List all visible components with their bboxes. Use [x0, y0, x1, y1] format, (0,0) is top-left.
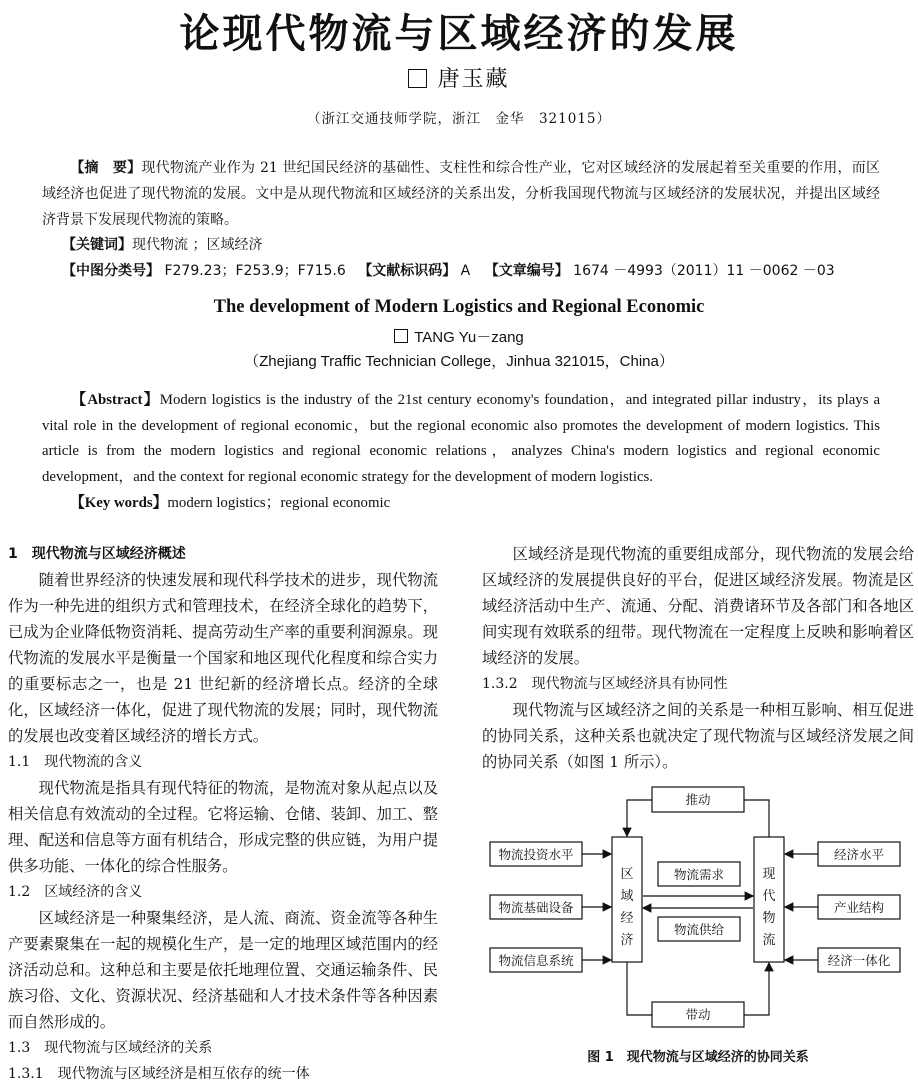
left-input-label-1: 物流投资水平 [498, 847, 574, 862]
left-input-label-3: 物流信息系统 [498, 953, 574, 968]
right-input-label-2: 产业结构 [833, 900, 885, 915]
affiliation: （浙江交通技师学院，浙江 金华 321015） [306, 111, 612, 127]
author-name: 唐玉藏 [437, 67, 510, 92]
section-1-2-paragraph: 区域经济是一种聚集经济，是人流、商流、资金流等各种生产要素聚集在一起的规模化生产，是一定的地理区域范围内的经济活动总和。这种总和主要是依托地理位置、交通运输条件、民族习俗、文化、资源状况、经济基础和人才技术条件等各种因素而自然形成的。 [8, 909, 438, 1031]
figure-caption: 图 1 现代物流与区域经济的协同关系 [587, 1050, 809, 1065]
author [0, 62, 918, 93]
vertical-char: 现 [762, 867, 776, 882]
clc-label: 【中图分类号】 [62, 263, 160, 279]
english-abstract [42, 388, 880, 490]
body-right-column [482, 541, 914, 775]
page-title: 论现代物流与区域经济的发展 [179, 10, 739, 57]
section-1-3-heading: 1.3 现代物流与区域经济的关系 [8, 1040, 213, 1056]
doc-code-label: 【文献标识码】 [358, 263, 457, 279]
english-title: The development of Modern Logistics and Regional Economic [213, 297, 705, 317]
article-number-value: 1674 －4993（2011）11 －0062 －03 [573, 263, 835, 279]
abstract-cn-label: 【摘 要】 [70, 160, 142, 176]
vertical-char: 域 [620, 889, 634, 904]
left-input-label-2: 物流基础设备 [498, 900, 574, 915]
logistics-demand-label: 物流需求 [673, 867, 725, 882]
article-number-label: 【文章编号】 [484, 263, 569, 279]
vertical-char: 区 [620, 867, 634, 882]
section-1-1-heading: 1.1 现代物流的含义 [8, 754, 143, 770]
section-1-2-heading: 1.2 区域经济的含义 [8, 884, 143, 900]
drive-label: 推动 [685, 792, 711, 807]
body-left-column [8, 541, 438, 1087]
box-icon [394, 329, 408, 343]
abstract-cn-text: 现代物流产业作为 21 世纪国民经济的基础性、支柱性和综合性产业，它对区域经济的发展起着至关重要的作用，而区域经济也促进了现代物流的发展。文中是从现代物流和区域经济的关系出发，分析我国现代物流与区域经济的发展状况，并提出区域经济背景下发展现代物流的策略。 [42, 160, 881, 228]
right-paragraph-1: 区域经济是现代物流的重要组成部分，现代物流的发展会给区域经济的发展提供良好的平台，促进区域经济发展。物流是区域经济活动中生产、流通、分配、消费诸环节及各部门和各地区间实现有效联系的纽带。现代物流在一定程度上反映和影响着区域经济的发展。 [482, 545, 914, 667]
right-paragraph-2: 现代物流与区域经济之间的关系是一种相互影响、相互促进的协同关系，这种关系也就决定了现代物流与区域经济发展之间的协同关系（如图 1 所示）。 [482, 701, 914, 771]
vertical-char: 物 [762, 911, 776, 926]
keywords-cn [62, 233, 882, 257]
vertical-char: 经 [620, 911, 634, 926]
vertical-char: 代 [762, 889, 776, 904]
doc-code-value: A [460, 263, 471, 279]
box-icon [408, 69, 427, 88]
english-keywords [70, 491, 880, 516]
english-keywords-text: modern logistics；regional economic [167, 495, 391, 511]
english-author-name: TANG Yu－zang [414, 329, 524, 346]
english-affiliation: （Zhejiang Traffic Technician College，Jinhua 321015，China） [244, 353, 674, 370]
clc-value: F279.23；F253.9；F715.6 [164, 263, 346, 279]
keywords-cn-label: 【关键词】 [62, 237, 132, 253]
right-input-label-1: 经济水平 [833, 847, 885, 862]
section-1-3-2-heading: 1.3.2 现代物流与区域经济具有协同性 [482, 676, 728, 692]
classification-line [62, 259, 882, 283]
lead-label: 带动 [685, 1007, 711, 1022]
right-input-label-3: 经济一体化 [827, 953, 891, 968]
keywords-cn-text: 现代物流 ；区域经济 [132, 237, 263, 253]
vertical-char: 济 [620, 933, 634, 948]
english-author [0, 326, 918, 347]
abstract-cn [42, 155, 880, 233]
section-1-1-paragraph: 现代物流是指具有现代特征的物流，是物流对象从起点以及相关信息有效流动的全过程。它将运输、仓储、装卸、加工、整理、配送和信息等方面有机结合，形成完整的供应链，为用户提供多功能、一体化的综合性服务。 [8, 779, 438, 875]
logistics-supply-label: 物流供给 [673, 922, 725, 937]
vertical-char: 流 [762, 933, 776, 948]
section-1-3-1-heading: 1.3.1 现代物流与区域经济是相互依存的统一体 [8, 1066, 310, 1082]
section-1-heading: 1 现代物流与区域经济概述 [8, 546, 186, 562]
english-abstract-text: Modern logistics is the industry of the 21st century economy's foundation，and integrated pillar industry，its plays a vital role in the development of regional economic，but the regional economic also promotes the development of modern logistics. This article is from the modern logistics and regional economic relations，analyzes China's modern logistics and regional economic development，and the context for regional economic strategy for the development of modern logistics. [42, 392, 881, 485]
synergy-diagram [482, 780, 914, 1036]
section-1-paragraph: 随着世界经济的快速发展和现代科学技术的进步，现代物流作为一种先进的组织方式和管理技术，在经济全球化的趋势下，已成为企业降低物资消耗、提高劳动生产率的重要利润源泉。现代物流的发展水平是衡量一个国家和地区现代化程度和综合实力的重要标志之一，也是 21 世纪新的经济增长点。经济的全球化，区域经济一体化，促进了现代物流的发展；同时，现代物流的发展也改变着区域经济的增长方式。 [8, 571, 438, 745]
english-abstract-label: 【Abstract】 [70, 392, 160, 408]
english-keywords-label: 【Key words】 [70, 495, 168, 511]
